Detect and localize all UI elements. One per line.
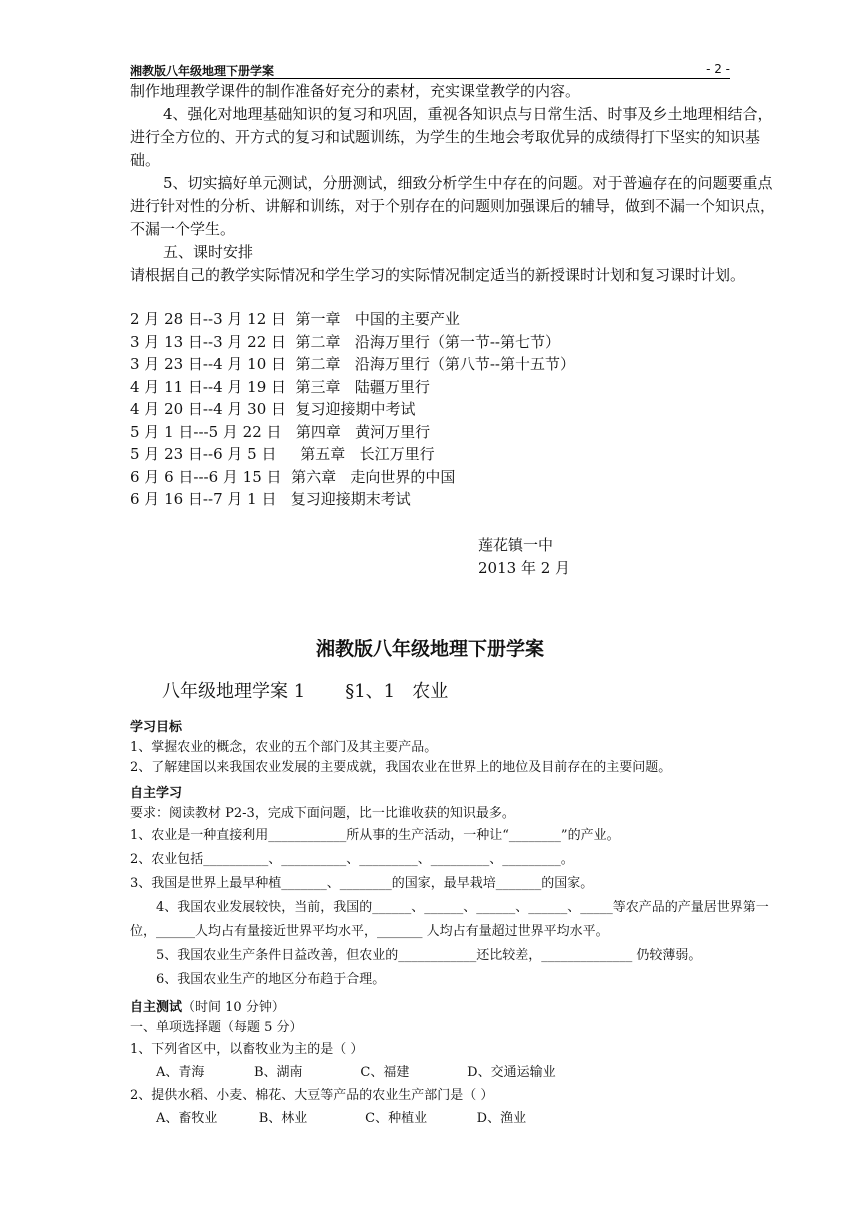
objectives-heading: 学习目标 (130, 720, 183, 735)
objective-item: 1、掌握农业的概念，农业的五个部门及其主要产品。 (130, 740, 438, 755)
test-question: 1、下列省区中，以畜牧业为主的是（ ） (130, 1042, 364, 1057)
page-number: - 2 - (706, 62, 730, 76)
self-study-heading: 自主学习 (130, 786, 183, 801)
signature-date: 2013 年 2 月 (478, 559, 571, 577)
lesson-title: 八年级地理学案 1 §1、1 农业 (162, 681, 449, 702)
schedule-item: 3 月 13 日--3 月 22 日 第二章 沿海万里行（第一节--第七节） (130, 332, 560, 351)
test-options: A、畜牧业 B、林业 C、种植业 D、渔业 (156, 1111, 527, 1126)
section-heading-schedule: 五、课时安排 (163, 243, 254, 261)
question-item: 1、农业是一种直接利用____________所从事的生产活动，一种让“________”的产业。 (130, 828, 620, 843)
schedule-item: 5 月 23 日--6 月 5 日 第五章 长江万里行 (130, 445, 435, 463)
test-question: 2、提供水稻、小麦、棉花、大豆等产品的农业生产部门是（ ） (130, 1088, 494, 1103)
page-header (130, 62, 730, 79)
document-title: 湘教版八年级地理下册学案 (315, 638, 544, 660)
schedule-item: 6 月 6 日---6 月 15 日 第六章 走向世界的中国 (130, 467, 456, 486)
intro-paragraph-5: 5、切实搞好单元测试，分册测试，细致分析学生中存在的问题。对于普遍存在的问题要重点进行针对性的分析、讲解和训练，对于个别存在的问题则加强课后的辅导，做到不漏一个知识点，不漏一个学生。 (130, 174, 776, 238)
question-item: 2、农业包括__________、__________、_________、_________、_________。 (130, 852, 574, 867)
question-item: 3、我国是世界上最早种植_______、________的国家，最早栽培_______的国家。 (130, 876, 594, 891)
self-test-heading (130, 998, 790, 1018)
schedule-item: 6 月 16 日--7 月 1 日 复习迎接期末考试 (130, 490, 411, 508)
test-options: A、青海 B、湖南 C、福建 D、交通运输业 (156, 1065, 556, 1080)
header-title: 湘教版八年级地理下册学案 (130, 64, 275, 78)
schedule-list (130, 308, 780, 511)
objective-item: 2、了解建国以来我国农业发展的主要成就，我国农业在世界上的地位及目前存在的主要问题。 (130, 760, 672, 775)
schedule-instruction: 请根据自己的教学实际情况和学生学习的实际情况制定适当的新授课时计划和复习课时计划。 (130, 266, 746, 284)
self-test-time-note: （时间 10 分钟） (182, 1000, 285, 1015)
question-item: 5、我国农业生产条件日益改善，但农业的____________还比较差，______________ 仍较薄弱。 (156, 948, 702, 963)
signature (478, 534, 570, 580)
lesson-body (130, 718, 790, 1130)
self-test-section: 一、单项选择题（每题 5 分） (130, 1020, 303, 1035)
schedule-item: 4 月 11 日--4 月 19 日 第三章 陆疆万里行 (130, 377, 430, 396)
signature-school: 莲花镇一中 (478, 536, 554, 554)
intro-section (130, 80, 780, 287)
schedule-item: 3 月 23 日--4 月 10 日 第二章 沿海万里行（第八节--第十五节） (130, 355, 575, 373)
question-item: 4、我国农业发展较快，当前，我国的______、______、______、______、_____等农产品的产量居世界第一位，______人均占有量接近世界平均水平，_______ 人均占有量超过世界平均水平。 (130, 900, 769, 939)
schedule-item: 4 月 20 日--4 月 30 日 复习迎接期中考试 (130, 400, 416, 418)
schedule-item: 2 月 28 日--3 月 12 日 第一章 中国的主要产业 (130, 310, 460, 328)
schedule-item: 5 月 1 日---5 月 22 日 第四章 黄河万里行 (130, 422, 431, 441)
question-item: 6、我国农业生产的地区分布趋于合理。 (156, 972, 386, 987)
intro-paragraph-4: 4、强化对地理基础知识的复习和巩固，重视各知识点与日常生活、时事及乡土地理相结合，进行全方位的、开方式的复习和试题训练，为学生的生地会考取优异的成绩得打下坚实的知识基础。 (130, 105, 773, 169)
self-test-title: 自主测试 (130, 1000, 183, 1015)
intro-line: 制作地理教学课件的制作准备好充分的素材，充实课堂教学的内容。 (130, 82, 581, 100)
self-study-requirement: 要求：阅读教材 P2-3，完成下面问题，比一比谁收获的知识最多。 (130, 806, 515, 821)
